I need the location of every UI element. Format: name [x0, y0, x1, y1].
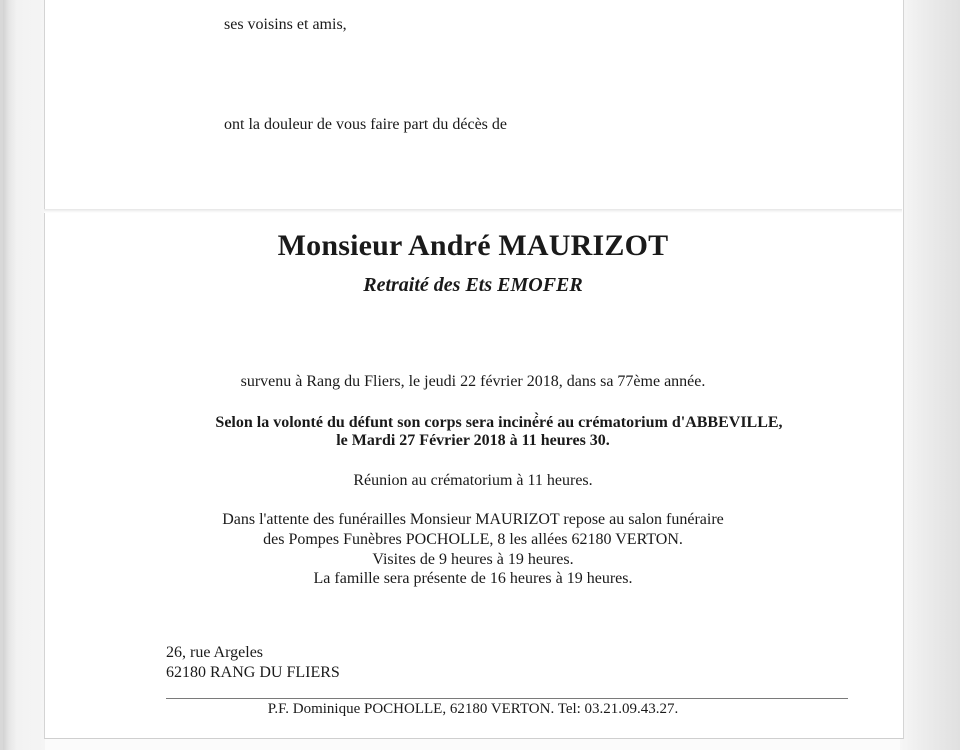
visits-line: Visites de 9 heures à 19 heures. [372, 551, 574, 568]
deceased-name: Monsieur André MAURIZOT [277, 229, 669, 262]
intro-line-2: ont la douleur de vous faire part du décès de [224, 116, 508, 133]
reunion-line: Réunion au crématorium à 11 heures. [353, 472, 593, 489]
deceased-title: Retraité des Ets EMOFER [363, 274, 583, 296]
address-street: 26, rue Argeles [166, 644, 264, 661]
cremation-line-1: Selon la volonté du défunt son corps sera inciné̀ré au crématorium d'ABBEVILLE, [215, 414, 783, 431]
card-fold-right [900, 0, 960, 750]
intro-line-1: ses voisins et amis, [224, 16, 347, 33]
funeral-line-2: des Pompes Funèbres POCHOLLE, 8 les allées 62180 VERTON. [263, 531, 683, 548]
cremation-line-2: le Mardi 27 Février 2018 à 11 heures 30. [336, 432, 610, 449]
card-fold-left [3, 0, 45, 750]
announcement-sheet [44, 0, 904, 739]
paper-crease [44, 209, 902, 213]
footer-divider [166, 698, 848, 699]
family-line: La famille sera présente de 16 heures à 19 heures. [313, 570, 633, 587]
address-city: 62180 RANG DU FLIERS [166, 664, 340, 681]
funeral-line-1: Dans l'attente des funérailles Monsieur MAURIZOT repose au salon funéraire [222, 511, 724, 528]
passing-line: survenu à Rang du Fliers, le jeudi 22 février 2018, dans sa 77ème année. [240, 373, 706, 390]
footer-contact: P.F. Dominique POCHOLLE, 62180 VERTON. Tel: 03.21.09.43.27. [267, 701, 679, 717]
